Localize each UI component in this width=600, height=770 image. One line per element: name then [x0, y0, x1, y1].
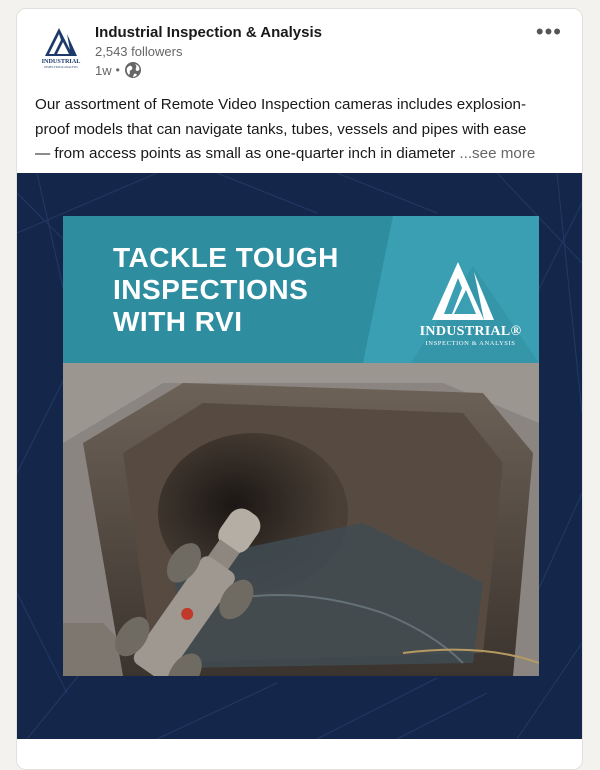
svg-text:INDUSTRIAL: INDUSTRIAL	[41, 58, 81, 65]
company-logo[interactable]	[37, 24, 85, 72]
rvi-promo-graphic	[63, 216, 539, 676]
svg-text:INSPECTION & ANALYSIS: INSPECTION & ANALYSIS	[44, 66, 78, 69]
promo-banner	[63, 216, 539, 363]
separator-dot: •	[115, 63, 120, 77]
headline-line: TACKLE TOUGH	[113, 242, 339, 273]
post-text-line: Our assortment of Remote Video Inspection cameras includes explosion-	[35, 96, 527, 113]
post-text-line-truncated: — from access points as small as one-quarter inch in diameter	[35, 145, 456, 162]
post-timestamp: 1w	[95, 62, 112, 78]
see-more-button[interactable]: ...see more	[455, 145, 535, 162]
globe-icon	[124, 61, 142, 79]
post-media-image[interactable]	[17, 173, 582, 739]
post-footer	[17, 739, 582, 769]
inspection-photo	[63, 363, 539, 676]
company-name-link[interactable]: Industrial Inspection & Analysis	[95, 24, 322, 41]
post-body-text	[35, 93, 565, 167]
headline-line: WITH RVI	[113, 306, 243, 337]
post-meta	[95, 61, 142, 79]
brand-name: INDUSTRIAL®	[419, 324, 522, 339]
brand-tagline: INSPECTION & ANALYSIS	[425, 340, 516, 347]
post-header	[17, 9, 582, 89]
pipe-crawler-photo	[63, 363, 539, 676]
more-options-icon[interactable]: •••	[535, 19, 562, 44]
feed-post-card	[16, 8, 583, 770]
promo-headline	[113, 242, 413, 338]
headline-line: INSPECTIONS	[113, 274, 309, 305]
follower-count: 2,543 followers	[95, 44, 183, 59]
post-text-line	[35, 142, 565, 167]
post-text-line: proof models that can navigate tanks, tubes, vessels and pipes with ease	[35, 120, 527, 138]
